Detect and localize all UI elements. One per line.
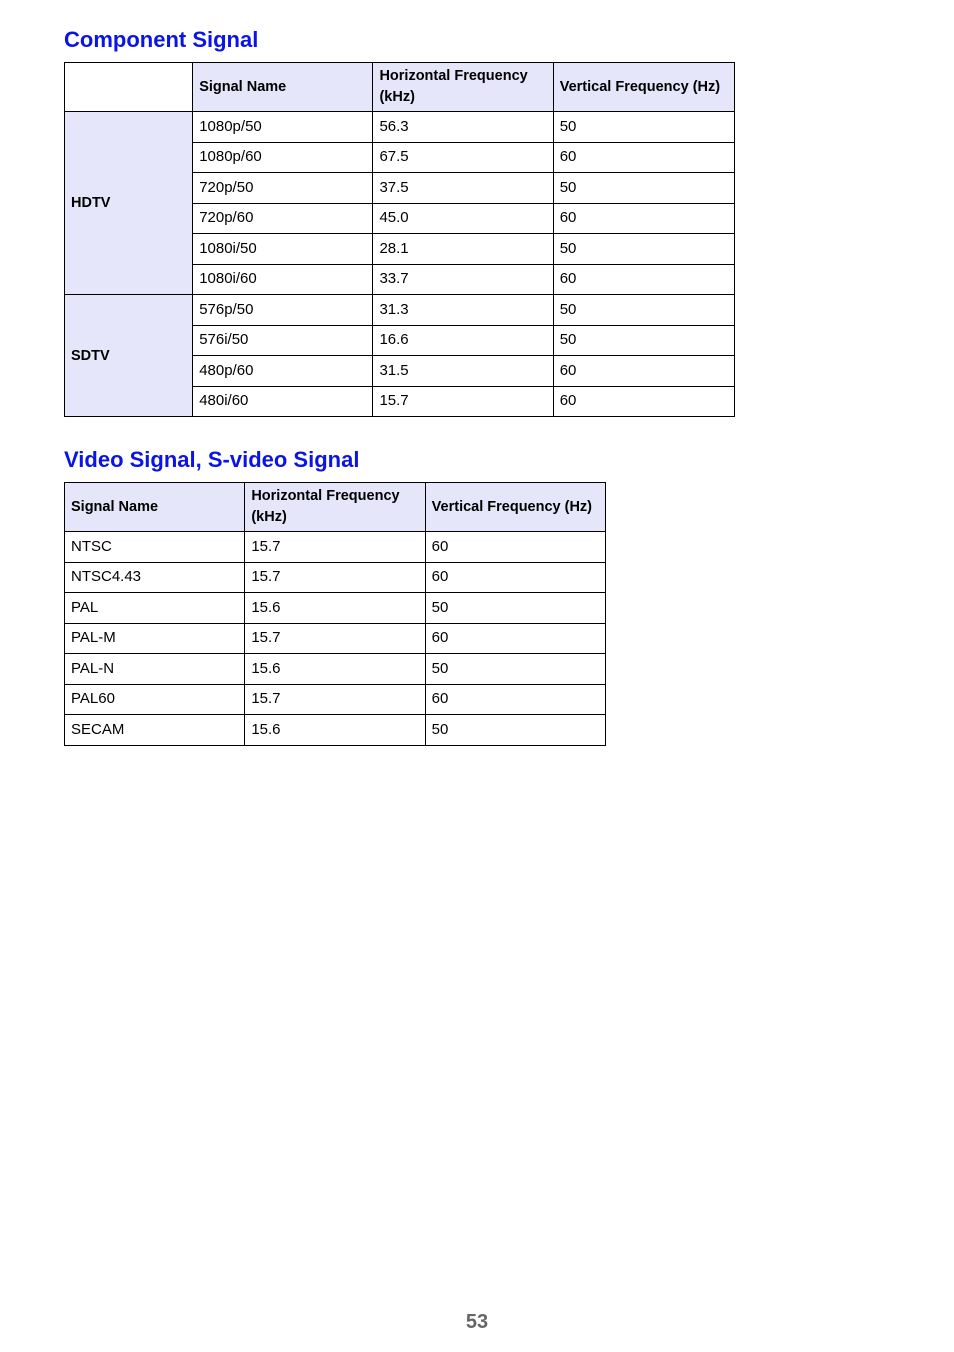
cell-vertical-frequency: 60 <box>553 386 734 417</box>
component-signal-table <box>64 62 735 417</box>
cell-horizontal-frequency: 15.7 <box>245 623 425 654</box>
cell-horizontal-frequency: 15.6 <box>245 593 425 624</box>
cell-vertical-frequency: 50 <box>553 325 734 356</box>
cell-signal-name: SECAM <box>65 715 245 746</box>
cell-signal-name: 720p/50 <box>193 173 373 204</box>
table-header-row <box>65 63 735 112</box>
cell-vertical-frequency: 60 <box>425 623 605 654</box>
cell-vertical-frequency: 60 <box>425 684 605 715</box>
cell-vertical-frequency: 50 <box>425 715 605 746</box>
cell-vertical-frequency: 50 <box>425 593 605 624</box>
cell-vertical-frequency: 60 <box>425 532 605 563</box>
table-row <box>65 654 606 685</box>
cell-horizontal-frequency: 28.1 <box>373 234 553 265</box>
cell-horizontal-frequency: 15.7 <box>245 562 425 593</box>
cell-signal-name: PAL60 <box>65 684 245 715</box>
cell-vertical-frequency: 50 <box>553 112 734 143</box>
table-row <box>65 532 606 563</box>
cell-signal-name: 480p/60 <box>193 356 373 387</box>
cell-signal-name: 576p/50 <box>193 295 373 326</box>
cell-signal-name: 1080p/60 <box>193 142 373 173</box>
cell-horizontal-frequency: 15.6 <box>245 715 425 746</box>
cell-signal-name: 720p/60 <box>193 203 373 234</box>
cell-signal-name: 480i/60 <box>193 386 373 417</box>
component-signal-heading: Component Signal <box>64 27 259 52</box>
table-row <box>65 715 606 746</box>
header-blank-cell <box>65 63 193 112</box>
cell-horizontal-frequency: 45.0 <box>373 203 553 234</box>
cell-vertical-frequency: 50 <box>553 295 734 326</box>
cell-signal-name: NTSC4.43 <box>65 562 245 593</box>
cell-vertical-frequency: 60 <box>553 203 734 234</box>
cell-vertical-frequency: 60 <box>553 356 734 387</box>
header-horizontal-frequency: Horizontal Frequency (kHz) <box>373 63 553 112</box>
header-vertical-frequency: Vertical Frequency (Hz) <box>425 483 605 532</box>
header-vertical-frequency: Vertical Frequency (Hz) <box>553 63 734 112</box>
header-signal-name: Signal Name <box>65 483 245 532</box>
cell-horizontal-frequency: 37.5 <box>373 173 553 204</box>
video-signal-heading: Video Signal, S-video Signal <box>64 447 360 472</box>
cell-horizontal-frequency: 15.7 <box>245 532 425 563</box>
group-label: SDTV <box>65 295 193 417</box>
cell-vertical-frequency: 50 <box>553 234 734 265</box>
cell-horizontal-frequency: 33.7 <box>373 264 553 295</box>
video-signal-table <box>64 482 606 746</box>
cell-horizontal-frequency: 67.5 <box>373 142 553 173</box>
cell-vertical-frequency: 60 <box>553 142 734 173</box>
cell-horizontal-frequency: 16.6 <box>373 325 553 356</box>
cell-horizontal-frequency: 56.3 <box>373 112 553 143</box>
header-signal-name: Signal Name <box>193 63 373 112</box>
table-row <box>65 562 606 593</box>
table-header-row <box>65 483 606 532</box>
cell-horizontal-frequency: 15.7 <box>373 386 553 417</box>
cell-signal-name: 1080i/50 <box>193 234 373 265</box>
cell-signal-name: 1080i/60 <box>193 264 373 295</box>
cell-signal-name: 1080p/50 <box>193 112 373 143</box>
header-horizontal-frequency: Horizontal Frequency (kHz) <box>245 483 425 532</box>
page-number: 53 <box>465 1311 489 1333</box>
cell-signal-name: 576i/50 <box>193 325 373 356</box>
cell-horizontal-frequency: 15.6 <box>245 654 425 685</box>
cell-signal-name: PAL <box>65 593 245 624</box>
cell-horizontal-frequency: 31.3 <box>373 295 553 326</box>
cell-horizontal-frequency: 15.7 <box>245 684 425 715</box>
group-label: HDTV <box>65 112 193 295</box>
cell-signal-name: PAL-M <box>65 623 245 654</box>
cell-signal-name: NTSC <box>65 532 245 563</box>
cell-vertical-frequency: 50 <box>425 654 605 685</box>
cell-horizontal-frequency: 31.5 <box>373 356 553 387</box>
cell-vertical-frequency: 60 <box>425 562 605 593</box>
table-row <box>65 684 606 715</box>
table-row <box>65 593 606 624</box>
cell-vertical-frequency: 60 <box>553 264 734 295</box>
cell-signal-name: PAL-N <box>65 654 245 685</box>
table-row <box>65 295 735 326</box>
cell-vertical-frequency: 50 <box>553 173 734 204</box>
table-row <box>65 112 735 143</box>
table-row <box>65 623 606 654</box>
